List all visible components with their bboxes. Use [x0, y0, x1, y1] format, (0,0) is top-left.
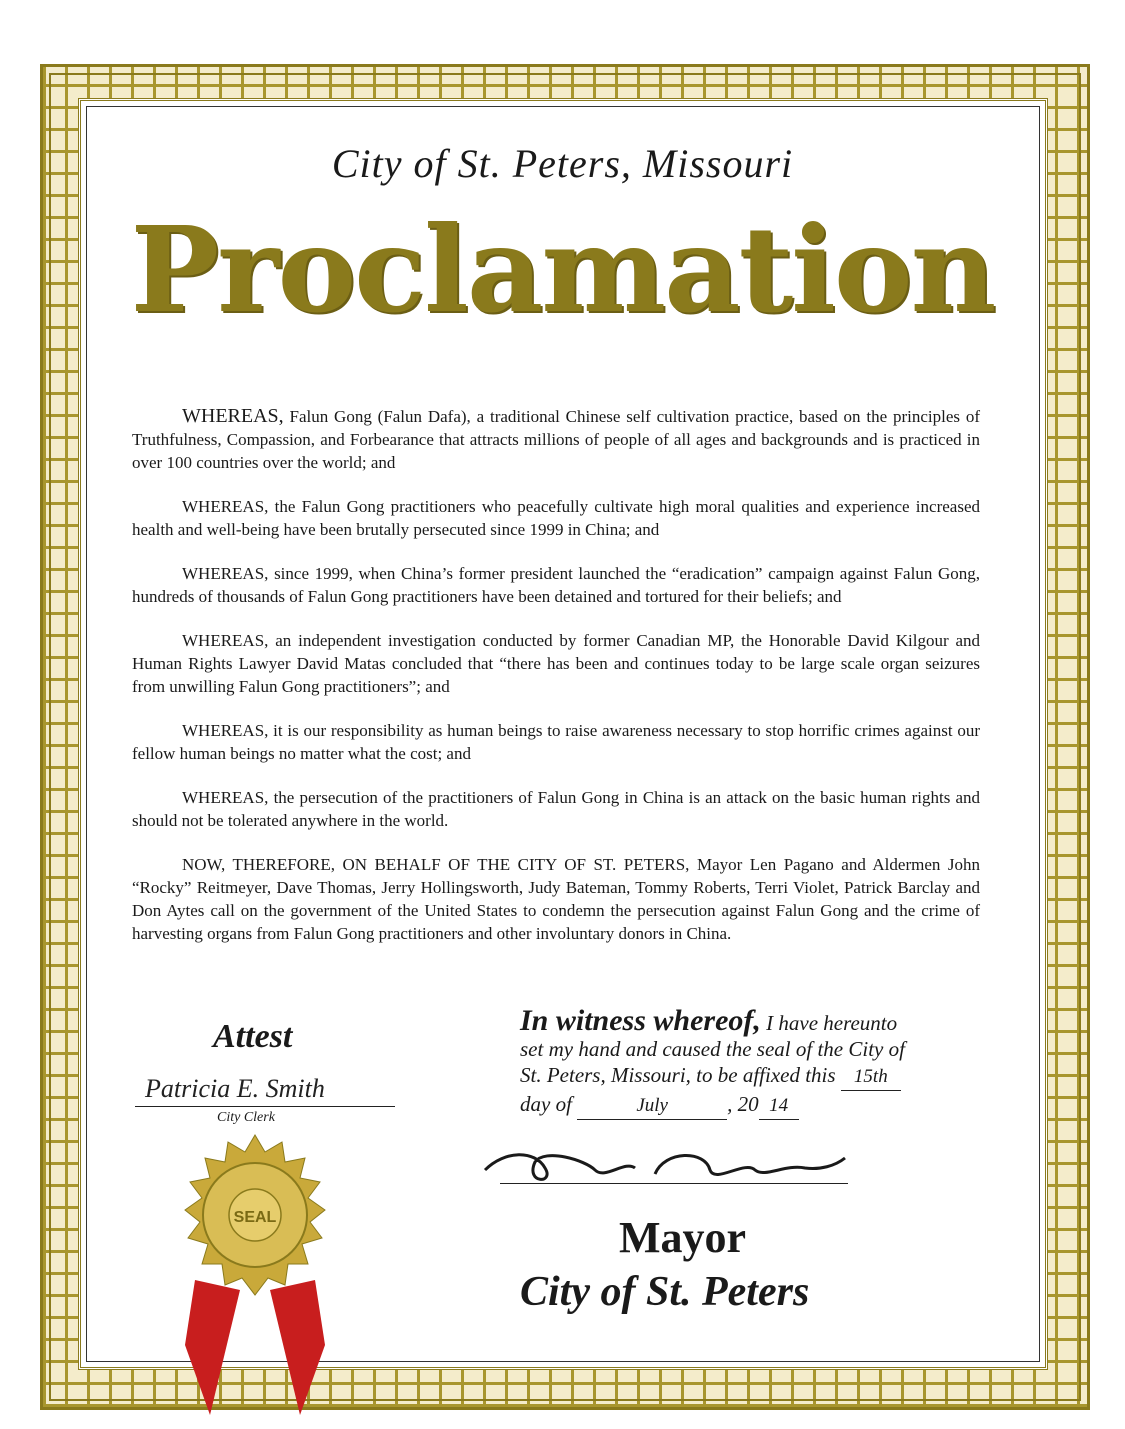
year-field: 14	[759, 1093, 799, 1120]
signature-line	[135, 1106, 395, 1107]
witness-line1: I have hereunto	[760, 1011, 898, 1035]
paragraph	[132, 786, 980, 832]
mayor-signature	[475, 1140, 855, 1188]
month-field: July	[577, 1093, 727, 1120]
mayor-title: Mayor	[618, 1213, 747, 1262]
city-title: City of St. Peters, Missouri	[331, 141, 794, 186]
day-field: 15th	[841, 1064, 901, 1091]
paragraph-text: it is our responsibility as human beings to raise awareness necessary to stop horrific crimes against our fellow human beings no matter what the cost; and	[132, 721, 980, 763]
paragraph-text: the Falun Gong practitioners who peacefully cultivate high moral qualities and experience increased health and well-being have been brutally persecuted since 1999 in China; and	[132, 497, 980, 539]
seal-center-text: SEAL	[233, 1209, 277, 1226]
paragraph-lead: NOW, THEREFORE, ON BEHALF OF THE CITY OF ST. PETERS,	[182, 855, 690, 874]
paragraph-lead: WHEREAS,	[182, 405, 284, 427]
paragraph-lead: WHEREAS,	[182, 497, 269, 516]
attest-title: Attest	[213, 1018, 293, 1055]
paragraph	[132, 562, 980, 608]
witness-line2: set my hand and caused the seal of the City of	[520, 1037, 905, 1061]
paragraph-text: Mayor Len Pagano and Aldermen John “Rocky” Reitmeyer, Dave Thomas, Jerry Hollingsworth, Judy Bateman, Tommy Roberts, Terri Violet, Patrick Barclay and Don Aytes call on the government of the United States to condemn the persecution against Falun Gong and the crime of harvesting organs from Falun Gong practitioners and other involuntary donors in China.	[132, 855, 980, 943]
gold-seal-icon	[150, 1130, 360, 1420]
witness-statement	[520, 1004, 990, 1120]
paragraph-text: the persecution of the practitioners of Falun Gong in China is an attack on the basic human rights and should not be tolerated anywhere in the world.	[132, 788, 980, 830]
month-prefix: day of	[520, 1092, 572, 1116]
clerk-role: City Clerk	[217, 1110, 275, 1125]
paragraph-lead: WHEREAS,	[182, 564, 269, 583]
paragraph	[132, 495, 980, 541]
paragraph	[132, 629, 980, 698]
paragraph-lead: WHEREAS,	[182, 788, 269, 807]
proclamation-title: Proclamation	[130, 200, 995, 339]
clerk-signature: Patricia E. Smith	[145, 1074, 325, 1103]
mayor-city: City of St. Peters	[520, 1269, 810, 1315]
paragraph	[132, 853, 980, 945]
witness-lead: In witness whereof,	[520, 1004, 761, 1037]
paragraph-text: an independent investigation conducted by former Canadian MP, the Honorable David Kilgour and Human Rights Lawyer David Matas concluded that “there has been and continues today to be large scale organ seizures from unwilling Falun Gong practitioners”; and	[132, 631, 980, 696]
paragraph-text: Falun Gong (Falun Dafa), a traditional Chinese self cultivation practice, based on the principles of Truthfulness, Compassion, and Forbearance that attracts millions of people of all ages and backgrounds and is practiced in over 100 countries over the world; and	[132, 407, 980, 472]
proclamation-body	[132, 405, 980, 966]
paragraph	[132, 405, 980, 474]
year-prefix: , 20	[727, 1092, 759, 1116]
paragraph-lead: WHEREAS,	[182, 721, 269, 740]
mayor-signature-line	[500, 1183, 848, 1184]
paragraph-lead: WHEREAS,	[182, 631, 269, 650]
witness-line3: St. Peters, Missouri, to be affixed this	[520, 1063, 836, 1087]
paragraph-text: since 1999, when China’s former president launched the “eradication” campaign against Falun Gong, hundreds of thousands of Falun Gong practitioners have been detained and tortured for their beliefs; and	[132, 564, 980, 606]
paragraph	[132, 719, 980, 765]
